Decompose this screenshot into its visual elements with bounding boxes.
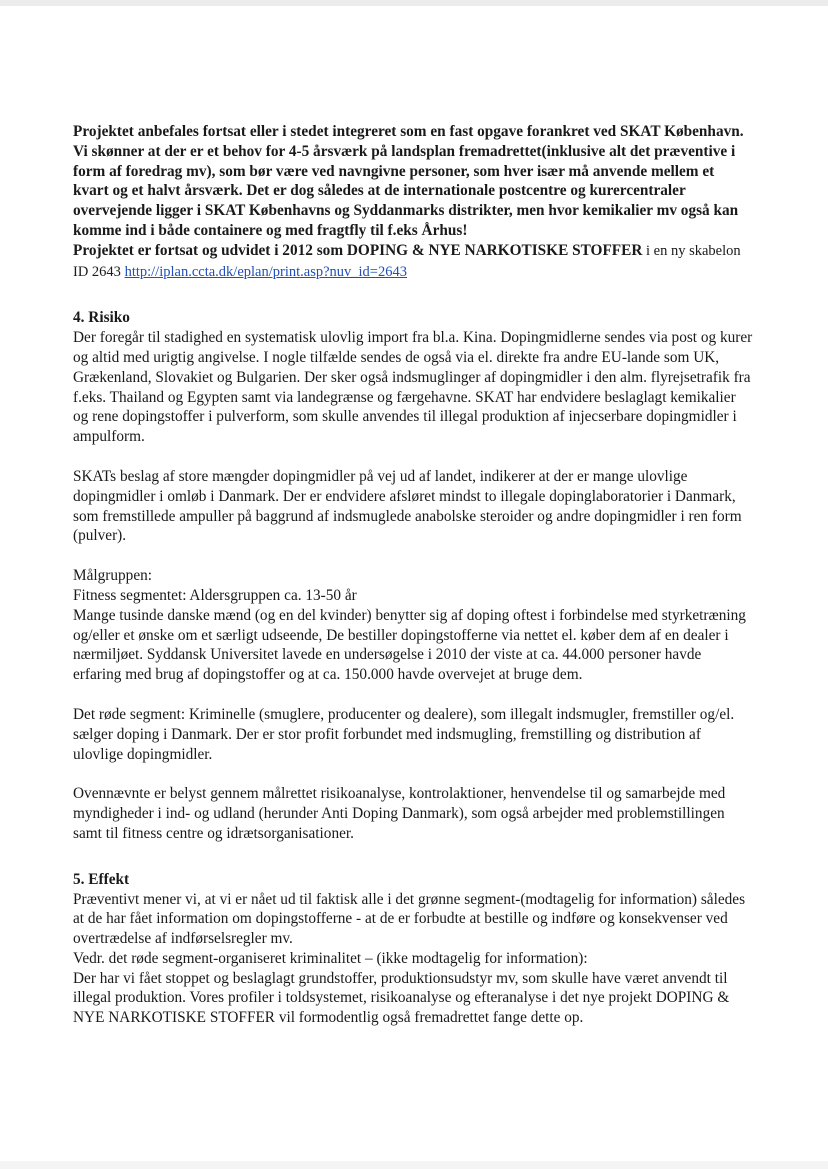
effekt-paragraph-3: Der har vi fået stoppet og beslaglagt grundstoffer, produktionsudstyr mv, som skulle have været anvendt til illegal produktion. Vores profiler i toldsystemet, risikoanalyse og efteranalyse i det nye projekt DOPING & NYE NARKOTISKE STOFFER vil formodentlig også fremadrettet fange dette op.: [73, 969, 730, 1027]
spacer: [73, 546, 753, 566]
intro-paragraph: Projektet anbefales fortsat eller i stedet integreret som en fast opgave forankret ved SKAT København. Vi skønner at der er et behov for 4-5 årsværk på landsplan fremadrettet(inklusive alt det præventive i form af foredrag mv), som bør være ved navngivne personer, som hver især må anvende mellem et kvart og et halvt årsværk. Det er dog således at de internationale postcentre og kurercentraler overvejende ligger i SKAT Københavns og Syddanmarks distrikter, men hvor kemikalier mv også kan komme ind i både containere og med fragtfly til f.eks Århus!: [73, 123, 744, 239]
continuation-bold-text: Projektet er fortsat og udvidet i 2012 som DOPING & NYE NARKOTISKE STOFFER: [73, 241, 643, 259]
fitness-segment-line: Fitness segmentet: Aldersgruppen ca. 13-50 år: [73, 586, 357, 604]
scan-bottom-edge: [0, 1161, 828, 1169]
target-group-label: Målgruppen:: [73, 567, 153, 585]
spacer: [73, 844, 753, 864]
section-heading-effekt: 5. Effekt: [73, 870, 130, 888]
continuation-paragraph: [73, 241, 753, 283]
spacer: [73, 764, 753, 784]
continuation-text: i en ny skabelon ID 2643: [73, 242, 741, 280]
effekt-paragraph-1: Præventivt mener vi, at vi er nået ud til faktisk alle i det grønne segment-(modtagelig for information) således at de har fået information om dopingstofferne - at de er forbudte at bestille og indføre og konsekvenser ved overtrædelse af indførselsregler mv.: [73, 890, 746, 948]
risiko-paragraph-5: Ovennævnte er belyst gennem målrettet risikoanalyse, kontrolaktioner, henvendelse til og samarbejde med myndigheder i ind- og udland (herunder Anti Doping Danmark), som også arbejder med problemstillingen samt til fitness centre og idrætsorganisationer.: [73, 785, 726, 842]
risiko-paragraph-1: Der foregår til stadighed en systematisk ulovlig import fra bl.a. Kina. Dopingmidlerne sendes via post og kurer og altid med urigtig angivelse. I nogle tilfælde sendes de også via el. direkte fra andre EU-lande som UK, Grækenland, Slovakiet og Bulgarien. Der sker også indsmuglinger af dopingmidler i den alm. flyrejsetrafik fra f.eks. Thailand og Egypten samt via landegrænse og færgehavne. SKAT har endvidere beslaglagt kemikalier og rene dopingstoffer i pulverform, som skulle anvendes til illegal produktion af injecserbare dopingmidler i ampulform.: [73, 329, 753, 446]
risiko-paragraph-3: Mange tusinde danske mænd (og en del kvinder) benytter sig af doping oftest i forbindelse med styrketræning og/eller et ønske om et særligt udseende, De bestiller dopingstofferne via nettet el. køber dem af en dealer i nærmiljøet. Syddansk Universitet lavede en undersøgelse i 2010 der viste at ca. 44.000 personer havde erfaring med brug af dopingstoffer og at ca. 150.000 havde overvejet at bruge dem.: [73, 606, 746, 684]
effekt-paragraph-2: Vedr. det røde segment-organiseret kriminalitet – (ikke modtagelig for information):: [73, 949, 588, 967]
spacer: [73, 685, 753, 705]
iplan-link[interactable]: http://iplan.ccta.dk/eplan/print.asp?nuv_id=2643: [124, 263, 407, 280]
spacer: [73, 282, 753, 302]
risiko-paragraph-4: Det røde segment: Kriminelle (smuglere, producenter og dealere), som illegalt indsmugler, fremstiller og/el. sælger doping i Danmark. Der er stor profit forbundet med indsmugling, fremstilling og distribution af ulovlige dopingmidler.: [73, 705, 735, 763]
scan-top-edge: [0, 0, 828, 6]
spacer: [73, 447, 753, 467]
risiko-paragraph-2: SKATs beslag af store mængder dopingmidler på vej ud af landet, indikerer at der er mange ulovlige dopingmidler i omløb i Danmark. Der er endvidere afsløret mindst to illegale dopinglaboratorier i Danmark, som fremstillede ampuller på baggrund af indsmuglede anabolske steroider og andre dopingmidler i ren form (pulver).: [73, 467, 742, 545]
document-page: [73, 122, 753, 1028]
section-heading-risiko: 4. Risiko: [73, 309, 130, 327]
